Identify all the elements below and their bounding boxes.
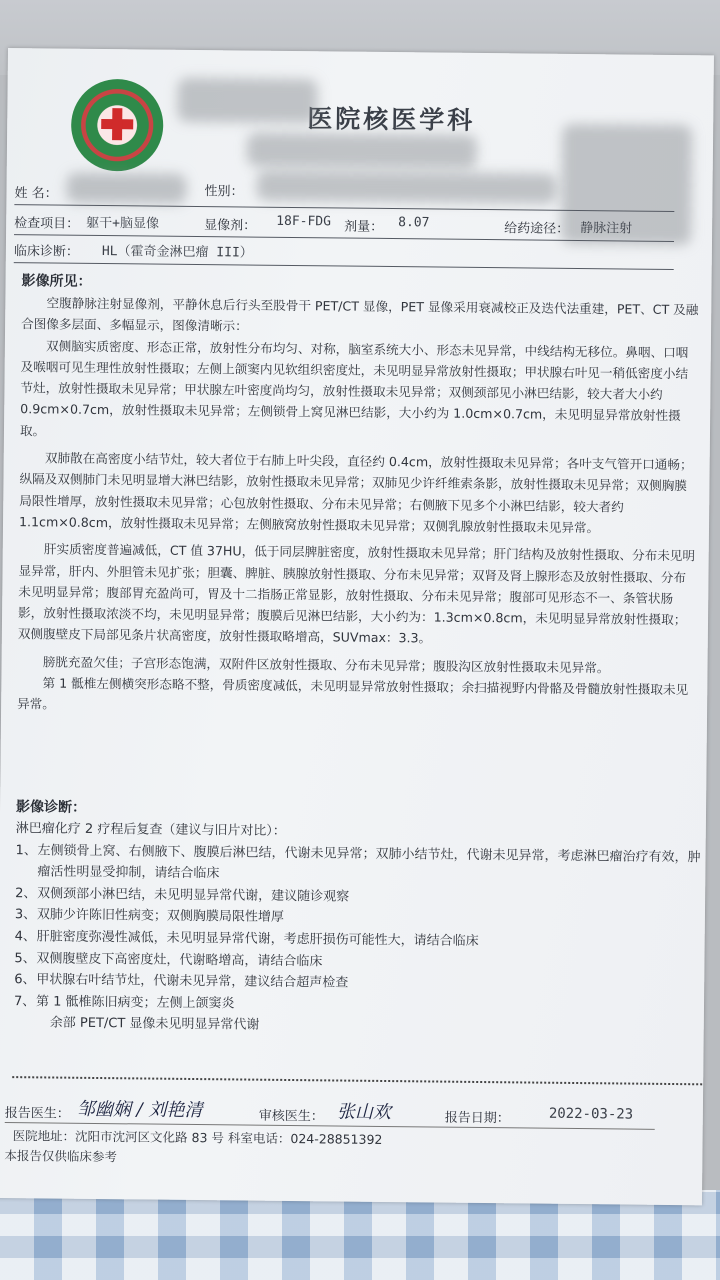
findings-body (17, 292, 701, 722)
findings-paragraph: 双侧脑实质密度、形态正常，放射性分布均匀、对称，脑室系统大小、形态未见异常，中线结构无移位。鼻咽、口咽及喉咽可见生理性放射性摄取；左侧上颌窦内见软组织密度灶，未见明显异常放射性摄取；甲状腺右叶见一稍低密度小结节灶，放射性摄取未见异常；甲状腺左叶密度尚均匀，放射性摄取未见异常；双侧颈部见小淋巴结影，较大者大小约 0.9cm×0.7cm，放射性摄取未见异常；左侧锁骨上窝见淋巴结影，大小约为 1.0cm×0.7cm，未见明显异常放射性摄取。 (19, 338, 689, 439)
redaction-blur (177, 78, 317, 123)
report-date: 2022-03-23 (548, 1105, 634, 1123)
findings-paragraph: 肝实质密度普遍减低，CT 值 37HU，低于同层脾脏密度，放射性摄取未见异常；肝门结构及放射性摄取、分布未见明显异常，肝内、外胆管未见扩张；胆囊、脾脏、胰腺放射性摄取、分布未见异常；双肾及肾上腺形态及放射性摄取、分布未见明显异常；腹部胃充盈尚可，胃及十二指肠正常显影，放射性摄取、分布未见异常；腹部可见形态不一、条管状肠影，放射性摄取浓淡不均，未见明显异常；腹膜后见淋巴结影，大小约为：1.3cm×0.8cm，未见明显异常放射性摄取；双侧腹壁皮下局部见条片状高密度，放射性摄取略增高，SUVmax：3.3。 (17, 541, 696, 646)
agent-value: 18F-FDG (276, 213, 332, 230)
diagnosis-body (14, 818, 706, 1041)
diagnosis-closing: 余部 PET/CT 显像未见明显异常代谢 (49, 1015, 260, 1034)
doctor-signature: 邹幽娴 / 刘艳清 (76, 1098, 203, 1122)
diagnosis-item: 2、 双侧颈部小淋巴结，未见明显异常代谢，建议随诊观察 (15, 885, 350, 905)
route-label: 给药途径： (504, 221, 570, 237)
diagnosis-item: 6、 甲状腺右叶结节灶，代谢未见异常，建议结合超声检查 (14, 972, 349, 991)
agent-label: 显像剂： (204, 218, 257, 234)
redaction-blur (247, 133, 477, 169)
hospital-name: 医院核医学科 (307, 104, 476, 135)
name-label: 姓 名： (14, 186, 58, 202)
date-label: 报告日期： (444, 1110, 510, 1127)
clinical-dx-value: HL（霍奇金淋巴瘤 III） (101, 243, 253, 261)
disclaimer: 本报告仅供临床参考 (4, 1148, 117, 1165)
diagnosis-item: 3、 双肺少许陈旧性病变；双侧胸膜局限性增厚 (14, 907, 285, 926)
clinical-dx-label: 临床诊断： (13, 244, 79, 260)
findings-title: 影像所见： (21, 273, 92, 290)
dose-label: 剂量： (344, 219, 384, 235)
doctor-label: 报告医生： (4, 1106, 70, 1122)
reviewer-signature: 张山欢 (336, 1101, 391, 1124)
findings-paragraph: 第 1 骶椎左侧横突形态略不整，骨质密度减低，未见明显异常放射性摄取；余扫描视野内骨骼及骨髓放射性摄取未见异常。 (17, 675, 689, 712)
diagnosis-item: 1、 左侧锁骨上窝、右侧腋下、腹膜后淋巴结，代谢未见异常；双肺小结节灶，代谢未见异常，考虑淋巴瘤治疗有效，肿瘤活性明显受抑制，请结合临床 (15, 842, 701, 882)
redaction-blur (66, 173, 186, 204)
report-page (0, 48, 714, 1205)
gender-label: 性别： (204, 184, 244, 200)
exam-item-label: 检查项目： (14, 216, 80, 232)
redaction-blur (256, 171, 556, 204)
dose-value: 8.07 (398, 215, 430, 231)
findings-paragraph: 空腹静脉注射显像剂，平静休息后行头至股骨干 PET/CT 显像，PET 显像采用衰减校正及迭代法重建，PET、CT 及融合图像多层面、多幅显示，图像清晰示： (21, 295, 699, 334)
findings-paragraph: 双肺散在高密度小结节灶，较大者位于右肺上叶尖段，直径约 0.4cm，放射性摄取未见异常；各叶支气管开口通畅；纵隔及双侧肺门未见明显增大淋巴结影，放射性摄取未见异常；双肺见少许纤维索条影，放射性摄取未见异常；双侧胸膜局限性增厚，放射性摄取未见异常；心包放射性摄取、分布未见异常；右侧腋下见多个小淋巴结影，较大者约 1.1cm×0.8cm，放射性摄取未见异常；左侧腋窝放射性摄取未见异常；双侧乳腺放射性摄取未见异常。 (18, 450, 693, 536)
exam-item-value: 躯干+脑显像 (86, 215, 160, 232)
route-value: 静脉注射 (580, 221, 633, 237)
hospital-logo-icon (71, 79, 164, 172)
diagnosis-item: 7、 第 1 骶椎陈旧病变；左侧上颌窦炎 (13, 993, 235, 1012)
hospital-address: 医院地址：沈阳市沈河区文化路 83 号 科室电话：024-28851392 (12, 1128, 383, 1147)
reviewer-label: 审核医生： (258, 1108, 324, 1125)
diagnosis-title: 影像诊断： (15, 799, 87, 816)
diagnosis-item: 5、 双侧腹壁皮下高密度灶，代谢略增高，请结合临床 (14, 950, 323, 969)
diagnosis-item: 4、 肝脏密度弥漫性减低，未见明显异常代谢，考虑肝损伤可能性大，请结合临床 (14, 929, 479, 949)
divider-dotted (12, 1076, 702, 1085)
diagnosis-intro: 淋巴瘤化疗 2 疗程后复查（建议与旧片对比）： (15, 821, 286, 839)
findings-paragraph: 膀胱充盈欠佳；子宫形态饱满，双附件区放射性摄取、分布未见异常；腹股沟区放射性摄取未见异常。 (42, 654, 610, 676)
